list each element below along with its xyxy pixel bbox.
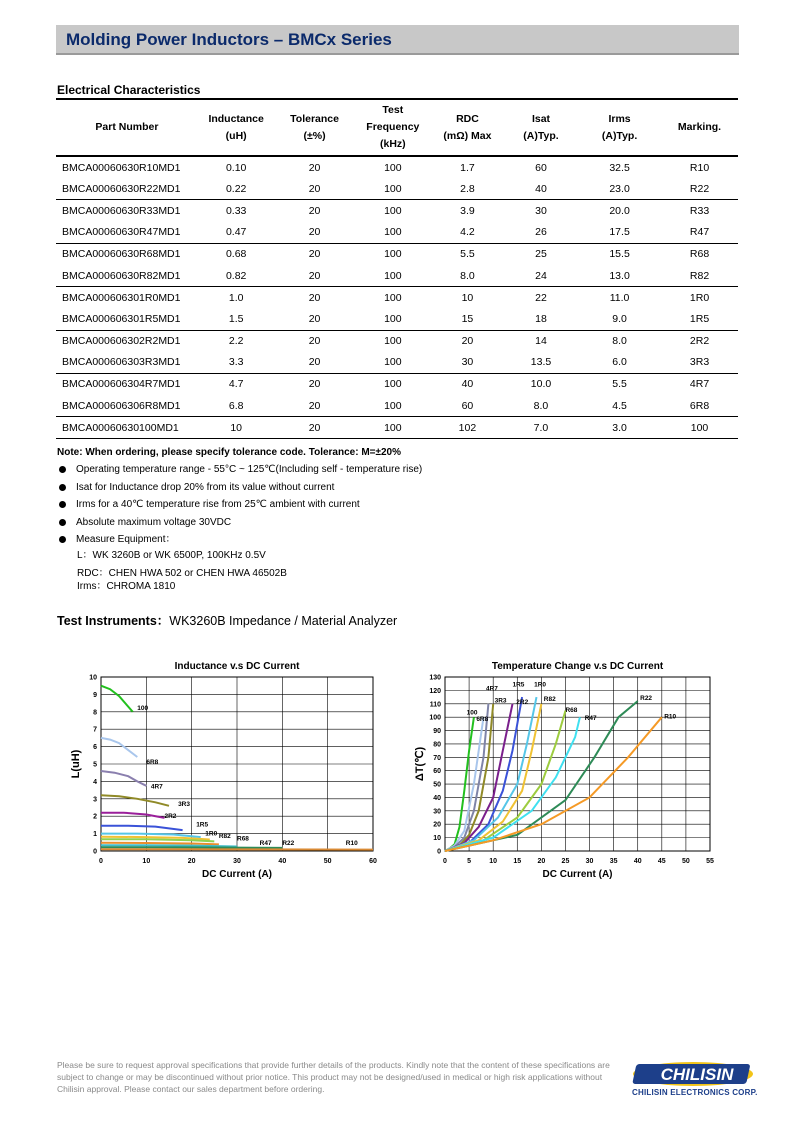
y-axis-label: L(uH) (70, 749, 82, 779)
table-cell: 20 (308, 312, 321, 325)
chart-title: Temperature Change v.s DC Current (491, 661, 664, 672)
table-cell: 8.0 (460, 269, 475, 282)
column-header-line: Inductance (208, 112, 264, 125)
table-header-row (56, 99, 738, 156)
table-cell: 2.8 (460, 182, 475, 195)
table-cell: 100 (384, 378, 402, 391)
y-tick-label: 4 (93, 778, 97, 786)
table-cell: 60 (535, 161, 547, 174)
header-bar (56, 25, 739, 55)
table-cell: BMCA000606302R2MD1 (62, 335, 181, 348)
x-tick-label: 55 (706, 858, 714, 865)
x-axis-label: DC Current (A) (542, 869, 613, 880)
x-tick-label: 20 (537, 858, 546, 865)
y-tick-label: 5 (93, 761, 97, 769)
y-tick-label: 20 (433, 821, 441, 829)
x-tick-label: 30 (233, 858, 241, 865)
table-cell: 40 (535, 182, 547, 195)
series-annotation: R68 (565, 706, 578, 714)
table-cell: R33 (689, 204, 710, 217)
table-cell: R10 (689, 161, 710, 174)
table-cell: 25 (535, 248, 547, 261)
y-tick-label: 130 (429, 674, 441, 682)
table-cell: BMCA00060630100MD1 (62, 421, 179, 434)
column-header-line: (mΩ) Max (443, 129, 492, 142)
column-header (56, 99, 198, 156)
table-cell: BMCA00060630R68MD1 (62, 248, 181, 261)
table-cell: 15.5 (609, 248, 630, 261)
y-tick-label: 70 (433, 754, 441, 762)
table-cell: 100 (384, 356, 402, 369)
x-tick-label: 30 (585, 858, 594, 865)
column-header (355, 99, 431, 156)
table-cell: 6.0 (612, 356, 627, 369)
table-cell: 3R3 (689, 356, 710, 369)
series-annotation: R82 (218, 832, 231, 840)
table-cell: 6.8 (228, 399, 244, 412)
table-cell: 14 (535, 335, 547, 348)
table-cell: 20 (308, 399, 321, 412)
y-tick-label: 2 (93, 813, 97, 821)
table-cell: 100 (384, 226, 402, 239)
table-cell: 2.2 (228, 335, 244, 348)
table-cell: 100 (384, 248, 402, 261)
table-row (56, 308, 738, 330)
table-cell: 10 (230, 421, 242, 434)
x-tick-label: 15 (513, 858, 522, 865)
table-cell: 22 (535, 291, 547, 304)
measure-l: L：WK 3260B or WK 6500P, 100KHz 0.5V (77, 550, 266, 561)
table-cell: 18 (535, 312, 547, 325)
table-row (56, 222, 738, 244)
table-cell: 0.82 (225, 269, 247, 282)
table-row (56, 417, 738, 439)
y-tick-label: 40 (433, 794, 441, 802)
series-annotation: 100 (466, 709, 478, 717)
table-row (56, 178, 738, 200)
series-annotation: 3R3 (178, 800, 191, 808)
ordering-note: Note: When ordering, please specify tolerance code. Tolerance: M=±20% (57, 447, 402, 458)
series-annotation: 1R0 (205, 830, 218, 838)
table-cell: 1.0 (228, 291, 244, 304)
test-instruments (57, 611, 397, 629)
table-cell: 100 (384, 182, 402, 195)
series-annotation: R22 (640, 694, 653, 702)
table-row (56, 265, 738, 287)
table-cell: 20 (308, 269, 321, 282)
table-cell: BMCA000606306R8MD1 (62, 399, 181, 412)
table-cell: 100 (384, 312, 402, 325)
test-instruments-label: Test Instruments： (57, 614, 170, 628)
series-annotation: 3R3 (494, 697, 507, 705)
y-tick-label: 8 (93, 709, 97, 717)
bullet-item: Absolute maximum voltage 30VDC (57, 516, 422, 534)
table-cell: 2R2 (689, 335, 710, 348)
table-cell: 40 (461, 378, 474, 391)
x-tick-label: 40 (633, 858, 642, 865)
table-cell: 0.68 (225, 248, 247, 261)
table-cell: 4.2 (460, 226, 475, 239)
x-tick-label: 0 (99, 858, 103, 865)
y-tick-label: 110 (429, 701, 441, 709)
column-header-line: (uH) (225, 129, 247, 142)
column-header-line: (±%) (303, 129, 326, 142)
y-tick-label: 1 (93, 831, 97, 839)
y-tick-label: 3 (93, 796, 97, 804)
series-annotation: 2R2 (164, 812, 177, 820)
electrical-characteristics-table (56, 98, 738, 439)
column-header (504, 99, 578, 156)
table-cell: 13.5 (530, 356, 552, 369)
table-cell: BMCA00060630R33MD1 (62, 204, 181, 217)
section-title: Electrical Characteristics (57, 83, 201, 97)
table-cell: R47 (689, 226, 710, 239)
y-tick-label: 120 (429, 687, 441, 695)
series-annotation: 100 (137, 705, 149, 713)
series-annotation: R22 (282, 839, 295, 847)
x-tick-label: 50 (682, 858, 690, 865)
table-cell: 30 (535, 204, 547, 217)
table-cell: 23.0 (609, 182, 630, 195)
table-cell: 8.0 (612, 335, 627, 348)
y-axis-label: ΔT(℃) (414, 746, 426, 782)
column-header (431, 99, 504, 156)
table-cell: 20 (308, 161, 321, 174)
table-cell: 10.0 (530, 378, 552, 391)
table-cell: 6R8 (689, 399, 710, 412)
y-tick-label: 60 (433, 768, 441, 776)
series-annotation: R47 (584, 714, 597, 722)
series-line-6R8 (101, 738, 137, 757)
x-tick-label: 10 (142, 858, 151, 865)
column-header (661, 99, 738, 156)
series-annotation: R10 (664, 713, 677, 721)
table-row (56, 395, 738, 417)
y-tick-label: 6 (93, 744, 97, 752)
table-cell: 100 (384, 269, 402, 282)
table-cell: 8.0 (533, 399, 549, 412)
x-tick-label: 0 (443, 858, 447, 865)
table-cell: 20 (308, 335, 321, 348)
series-annotation: R82 (543, 696, 556, 704)
table-cell: 20 (308, 291, 321, 304)
table-cell: 4R7 (689, 378, 710, 391)
column-header (578, 99, 661, 156)
table-cell: 4.7 (228, 378, 244, 391)
table-cell: 20 (308, 356, 321, 369)
column-header (198, 99, 275, 156)
table-cell: 3.9 (460, 204, 475, 217)
table-cell: 3.0 (612, 421, 627, 434)
table-body (56, 156, 738, 439)
test-instruments-value: WK3260B Impedance / Material Analyzer (169, 614, 398, 628)
table-cell: BMCA000606301R5MD1 (62, 312, 181, 325)
table-row (56, 243, 738, 265)
table-cell: BMCA00060630R82MD1 (62, 269, 181, 282)
series-annotation: 4R7 (485, 685, 498, 693)
company-name: CHILISIN ELECTRONICS CORP. (632, 1088, 758, 1097)
table-cell: 5.5 (460, 248, 475, 261)
table-cell: 5.5 (612, 378, 627, 391)
table-cell: 100 (384, 291, 402, 304)
bullet-item: Isat for Inductance drop 20% from its value without current (57, 481, 422, 499)
series-line-2R2 (101, 813, 165, 818)
table-cell: 100 (384, 204, 402, 217)
column-header-line: Frequency (366, 121, 420, 133)
plot-frame (445, 677, 710, 851)
y-tick-label: 50 (433, 781, 441, 789)
series-annotation: 4R7 (150, 783, 163, 791)
table-cell: R82 (689, 269, 710, 282)
table-row (56, 352, 738, 374)
table-cell: 0.22 (225, 182, 247, 195)
bullet-item: Irms for a 40℃ temperature rise from 25℃ ambient with current (57, 498, 422, 516)
table-cell: 30 (461, 356, 474, 369)
table-cell: 20 (461, 335, 474, 348)
footer-disclaimer: Please be sure to request approval specifications that provide further details of the products. Kindly note that the content of these specifications are subject to change or may be discontinued without prior notice. This product may not be designed/used in medical or high risk applications without Chilisin approval. Please contact our sales department before ordering. (57, 1060, 610, 1094)
column-header-line: Isat (531, 112, 551, 125)
series-annotation: 1R0 (534, 681, 547, 689)
column-header-line: (kHz) (380, 138, 406, 150)
column-header-line: RDC (456, 112, 479, 125)
table-row (56, 200, 738, 222)
x-tick-label: 5 (467, 858, 472, 865)
series-annotation: 6R8 (476, 716, 489, 724)
table-cell: 26 (535, 226, 547, 239)
table-cell: 1.5 (228, 312, 244, 325)
table-cell: 20 (308, 378, 321, 391)
x-tick-label: 45 (657, 858, 666, 865)
table-cell: BMCA000606301R0MD1 (62, 291, 181, 304)
measure-rdc: RDC：CHEN HWA 502 or CHEN HWA 46502B (77, 568, 287, 579)
table-cell: 1.7 (460, 161, 475, 174)
spec-bullets (57, 463, 422, 551)
table-cell: 20 (308, 182, 321, 195)
series-line-2R2 (445, 704, 513, 851)
table-cell: R22 (689, 182, 710, 195)
series-annotation: 1R5 (196, 821, 209, 829)
series-annotation: R10 (345, 839, 358, 847)
column-header-line: (A)Typ. (523, 129, 559, 142)
series-annotation: 2R2 (516, 698, 529, 706)
y-tick-label: 10 (89, 674, 97, 682)
x-tick-label: 25 (561, 858, 570, 865)
x-tick-label: 10 (489, 858, 498, 865)
y-tick-label: 90 (433, 728, 441, 736)
y-tick-label: 0 (93, 848, 97, 856)
logo-text: CHILISIN (660, 1065, 734, 1084)
table-cell: 13.0 (609, 269, 630, 282)
table-cell: BMCA00060630R22MD1 (62, 182, 181, 195)
column-header (274, 99, 354, 156)
x-tick-label: 40 (278, 858, 287, 865)
series-annotation: 6R8 (146, 759, 159, 766)
table-cell: 20 (308, 421, 321, 434)
table-cell: 24 (535, 269, 547, 282)
table-cell: 1R5 (689, 312, 710, 325)
y-tick-label: 100 (429, 714, 441, 722)
table-cell: 102 (458, 421, 477, 434)
table-cell: 20 (308, 248, 321, 261)
table-cell: 60 (461, 399, 474, 412)
table-cell: 11.0 (609, 291, 630, 304)
series-line-3R3 (101, 795, 169, 806)
table-cell: 100 (384, 399, 402, 412)
table-cell: BMCA000606303R3MD1 (62, 356, 181, 369)
table-cell: 3.3 (228, 356, 244, 369)
table-row (56, 287, 738, 309)
table-row (56, 330, 738, 352)
table-cell: 0.47 (225, 226, 247, 239)
column-header-line: Test (382, 104, 404, 116)
column-header-line: Irms (608, 112, 631, 125)
table-cell: 0.33 (225, 204, 247, 217)
series-line-4R7 (101, 771, 146, 786)
series-line-R68 (101, 839, 214, 841)
table-cell: 0.10 (225, 161, 247, 174)
series-line-100 (101, 686, 133, 712)
table-cell: 4.5 (612, 399, 627, 412)
chart-title: Inductance v.s DC Current (174, 661, 300, 672)
x-tick-label: 60 (369, 858, 377, 865)
table-row (56, 373, 738, 395)
y-tick-label: 10 (433, 835, 441, 843)
table-cell: R68 (689, 248, 710, 261)
table-cell: 100 (384, 421, 402, 434)
table-cell: 100 (384, 335, 402, 348)
table-cell: 7.0 (533, 421, 549, 434)
table-cell: 9.0 (612, 312, 627, 325)
y-tick-label: 0 (437, 848, 441, 856)
y-tick-label: 9 (93, 691, 97, 699)
table-cell: 100 (690, 421, 709, 434)
table-cell: 15 (461, 312, 474, 325)
x-axis-label: DC Current (A) (202, 869, 272, 880)
series-line-1R5 (101, 826, 183, 830)
series-line-R22 (101, 847, 282, 848)
table-cell: BMCA00060630R10MD1 (62, 161, 181, 174)
column-header-line: Tolerance (290, 112, 339, 125)
table-cell: BMCA00060630R47MD1 (62, 226, 181, 239)
x-tick-label: 50 (323, 858, 332, 865)
column-header-line: Marking. (677, 121, 722, 133)
inductance-chart (60, 655, 390, 890)
series-annotation: R47 (259, 839, 272, 847)
measure-irms: Irms：CHROMA 1810 (77, 581, 176, 592)
page-title: Molding Power Inductors – BMCx Series (66, 30, 392, 49)
x-tick-label: 20 (187, 858, 196, 865)
table-cell: 17.5 (609, 226, 630, 239)
y-tick-label: 30 (433, 808, 441, 816)
table-cell: 32.5 (609, 161, 630, 174)
series-annotation: 1R5 (512, 681, 525, 689)
table-cell: 20 (308, 226, 321, 239)
table-cell: 10 (461, 291, 474, 304)
column-header-line: (A)Typ. (601, 129, 638, 142)
bullet-item: Operating temperature range - 55°C ~ 125℃(Including self - temperature rise) (57, 463, 422, 481)
y-tick-label: 7 (93, 726, 97, 734)
table-cell: BMCA000606304R7MD1 (62, 378, 181, 391)
series-line-R47 (101, 843, 219, 845)
temperature-chart (405, 655, 725, 890)
x-tick-label: 35 (609, 858, 618, 865)
table-cell: 1R0 (689, 291, 710, 304)
table-cell: 100 (384, 161, 402, 174)
column-header-line: Part Number (95, 121, 159, 133)
bullet-item: Measure Equipment： (57, 533, 422, 551)
table-row (56, 156, 738, 178)
table-cell: 20 (308, 204, 321, 217)
series-annotation: R68 (237, 835, 249, 843)
table-cell: 20.0 (609, 204, 630, 217)
y-tick-label: 80 (433, 741, 441, 749)
